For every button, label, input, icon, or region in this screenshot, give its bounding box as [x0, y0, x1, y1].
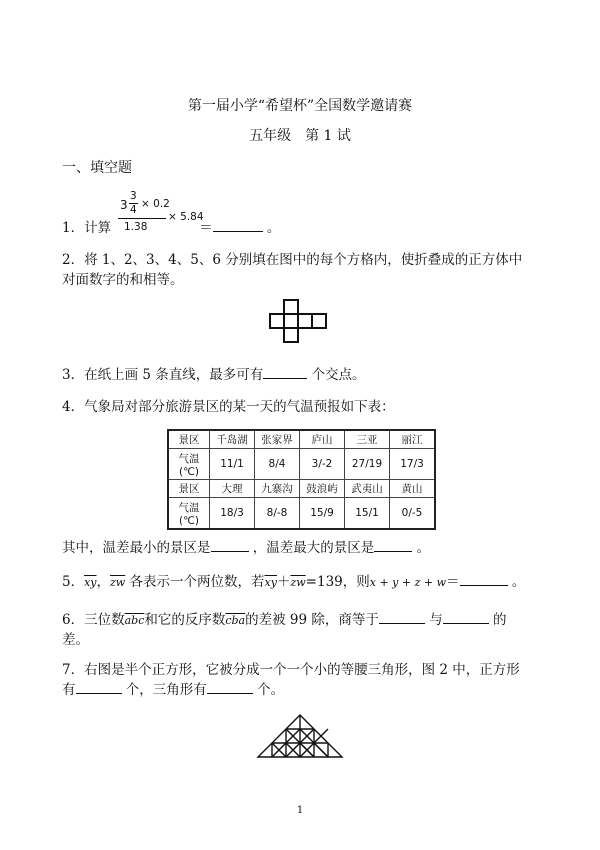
q6-of: 的	[492, 612, 507, 628]
table-cell: 张家界	[255, 430, 300, 449]
q5-prefix: 5．	[62, 574, 85, 590]
table-row	[168, 498, 435, 530]
q6-prefix: 6．三位数	[62, 612, 125, 628]
q3-answer-blank[interactable]	[263, 364, 307, 379]
table-cell: 三亚	[345, 430, 390, 449]
q3-suffix: 个交点。	[311, 367, 366, 383]
table-cell: 18/3	[210, 498, 255, 530]
q6-abc: $\overline{abc}$	[124, 614, 145, 627]
q4-answer-end: 。	[416, 540, 431, 556]
cube-net-icon	[268, 298, 332, 344]
q6-and: 与	[429, 612, 443, 628]
table-cell: 0/-5	[390, 498, 436, 530]
table-cell: 11/1	[210, 449, 255, 480]
table-cell: 17/3	[390, 449, 436, 480]
q3-text: 3．在纸上画 5 条直线，最多可有	[62, 367, 264, 383]
q1-equals: ＝	[199, 220, 213, 236]
q1-inner-num: 3	[130, 190, 137, 202]
question-7-line-1: 7．右图是半个正方形，它被分成一个一个小的等腰三角形，图 2 中，正方形	[62, 662, 520, 678]
table-cell: 气温(℃)	[168, 449, 210, 480]
triangle-grid-icon	[256, 713, 344, 759]
q7-c: 个。	[257, 682, 285, 698]
question-4-answer	[62, 537, 430, 559]
q5-sep: ，	[96, 574, 111, 590]
q6-rest: 的差被 99 除，商等于	[245, 612, 379, 628]
q4-answer-b: ，温差最大的景区是	[252, 540, 375, 556]
q4-answer-blank-1[interactable]	[211, 537, 249, 552]
q7-answer-blank-1[interactable]	[76, 679, 122, 694]
q7-answer-blank-2[interactable]	[207, 679, 253, 694]
table-cell: 大理	[210, 480, 255, 498]
section-heading: 一、填空题	[62, 160, 132, 176]
question-4: 4．气象局对部分旅游景区的某一天的气温预报如下表：	[62, 399, 395, 415]
table-cell: 景区	[168, 430, 210, 449]
q6-cba: $\overline{cba}$	[225, 614, 246, 627]
question-2-line-1: 2．将 1、2、3、4、5、6 分别填在图中的每个方格内，使折叠成的正方体中	[62, 252, 523, 268]
q4-answer-blank-2[interactable]	[374, 537, 412, 552]
q1-inner-den: 4	[130, 204, 137, 216]
table-cell: 九寨沟	[255, 480, 300, 498]
table-cell: 27/19	[345, 449, 390, 480]
question-5	[62, 571, 525, 594]
q1-answer-blank[interactable]	[213, 217, 263, 232]
question-1	[62, 217, 280, 239]
page-title: 第一届小学“希望杯”全国数学邀请赛	[187, 98, 413, 114]
table-row	[168, 449, 435, 480]
table-cell: 15/9	[300, 498, 345, 530]
table-cell: 8/-8	[255, 498, 300, 530]
q5-expr: x + y + z + w	[369, 576, 447, 589]
q5-eq: =139，则	[305, 574, 370, 590]
table-cell: 武夷山	[345, 480, 390, 498]
q7-b: 个，三角形有	[125, 682, 207, 698]
page-number: 1	[296, 805, 304, 816]
q1-times-right: × 5.84	[168, 211, 204, 223]
table-cell: 15/1	[345, 498, 390, 530]
table-cell: 3/-2	[300, 449, 345, 480]
q5-mid: 各表示一个两位数，若	[129, 574, 265, 590]
table-cell: 气温(℃)	[168, 498, 210, 530]
q5-zw-2: $\overline{zw}$	[290, 576, 306, 589]
question-3	[62, 364, 366, 386]
q5-equals: ＝	[446, 574, 460, 590]
q1-times: × 0.2	[141, 198, 170, 210]
question-6	[62, 609, 506, 632]
q1-whole: 3	[120, 198, 128, 212]
table-cell: 千岛湖	[210, 430, 255, 449]
table-cell: 鼓浪屿	[300, 480, 345, 498]
q1-prefix: 1．计算	[62, 220, 112, 236]
q6-answer-blank-1[interactable]	[379, 609, 425, 624]
table-cell: 8/4	[255, 449, 300, 480]
q6-answer-blank-2[interactable]	[443, 609, 489, 624]
q5-xy: $\overline{xy}$	[84, 576, 97, 589]
q4-answer-a: 其中，温差最小的景区是	[62, 540, 211, 556]
q5-plus: ＋	[276, 574, 291, 590]
q1-denominator: 1.38	[124, 221, 148, 233]
table-cell: 景区	[168, 480, 210, 498]
page-subtitle: 五年级 第 1 试	[249, 128, 351, 144]
question-7-line-2	[62, 679, 284, 701]
q1-suffix: 。	[266, 220, 281, 236]
q7-a: 有	[62, 682, 76, 698]
table-row	[168, 480, 435, 498]
table-row	[168, 430, 435, 449]
table-cell: 丽江	[390, 430, 436, 449]
temperature-table	[167, 429, 436, 530]
q5-answer-blank[interactable]	[460, 571, 508, 586]
q6-mid: 和它的反序数	[144, 612, 226, 628]
q5-zw: $\overline{zw}$	[110, 576, 126, 589]
question-6-line-2: 差。	[62, 632, 89, 648]
table-cell: 庐山	[300, 430, 345, 449]
q5-xy-2: $\overline{xy}$	[264, 576, 277, 589]
question-2-line-2: 对面数字的和相等。	[62, 272, 184, 288]
q5-suffix: 。	[511, 574, 526, 590]
table-cell: 黄山	[390, 480, 436, 498]
